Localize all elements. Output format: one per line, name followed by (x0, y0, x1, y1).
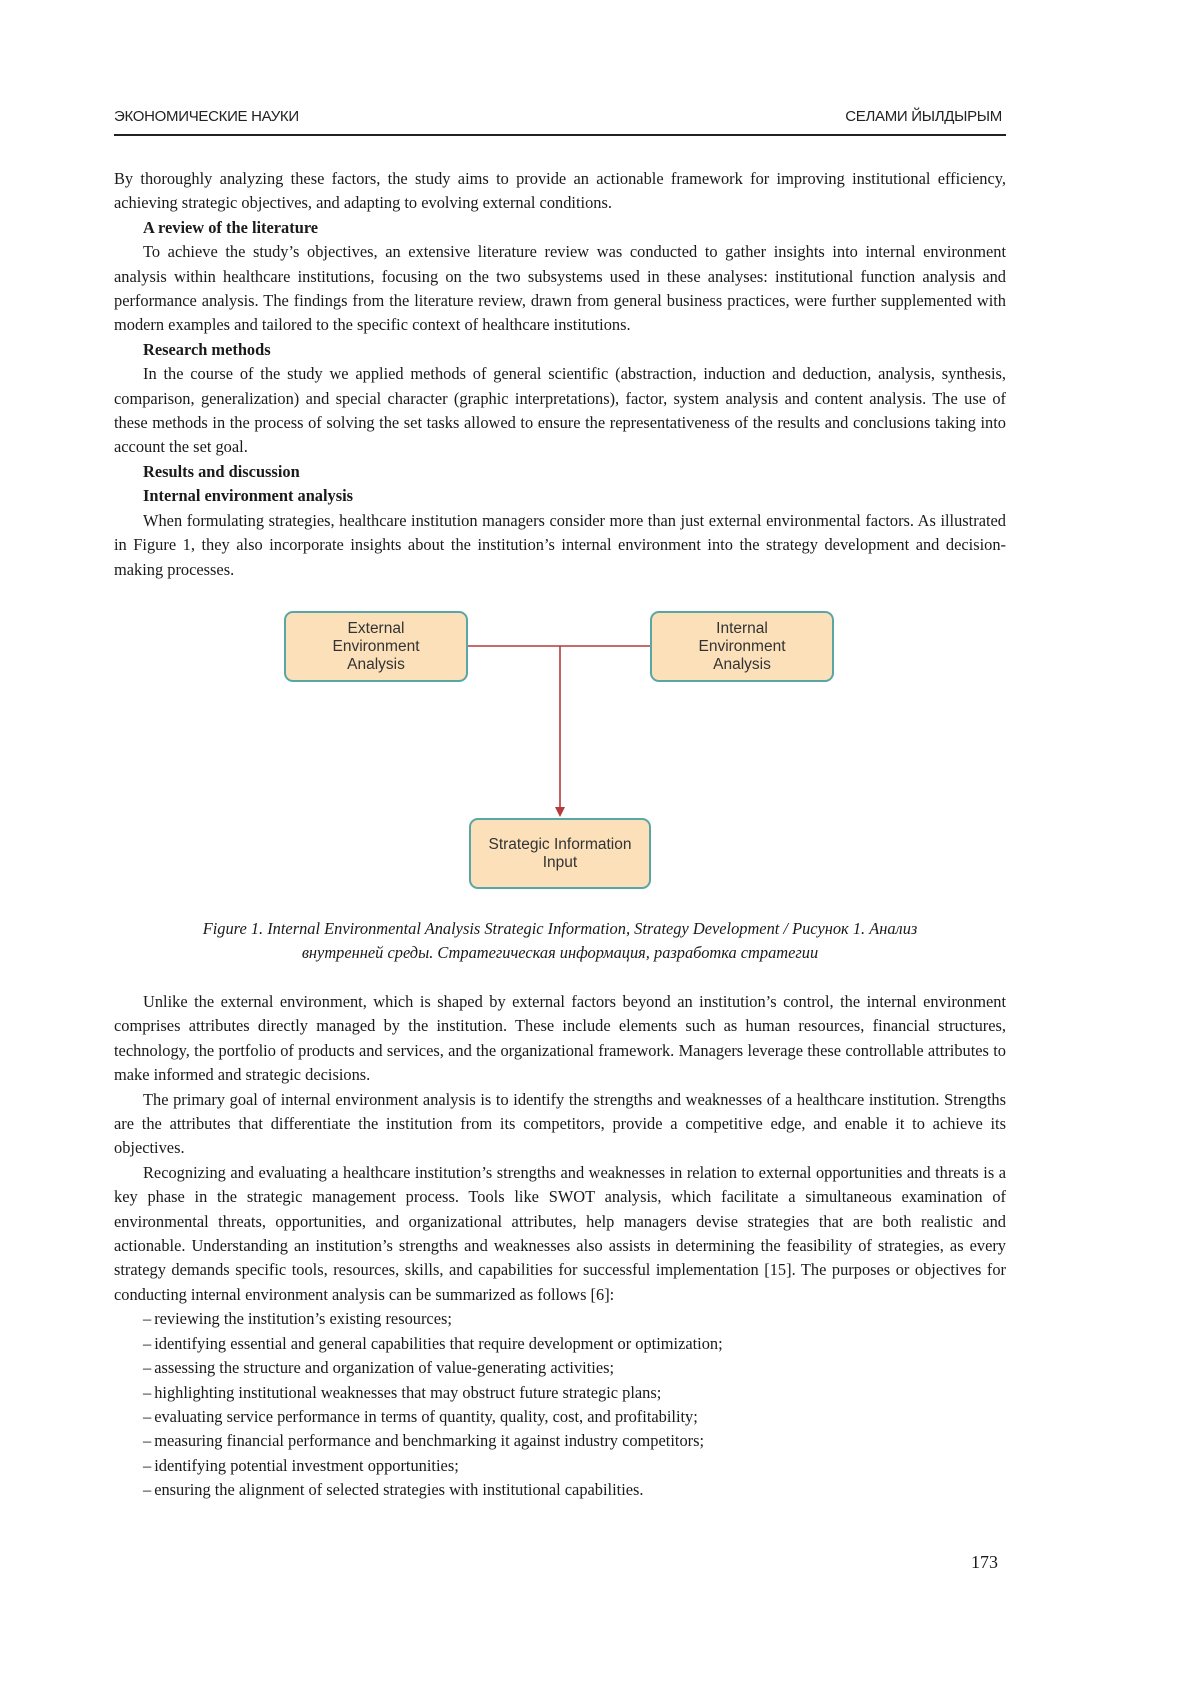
list-item: – assessing the structure and organization of value-generating activities; (143, 1356, 1006, 1380)
box-external-environment-analysis: External Environment Analysis (284, 611, 468, 682)
text-block-bottom (114, 990, 1006, 1503)
running-head (114, 108, 1006, 136)
list-item: – evaluating service performance in terms of quantity, quality, cost, and profitability; (143, 1405, 1006, 1429)
paragraph-body-2: The primary goal of internal environment analysis is to identify the strengths and weaknesses of a healthcare institution. Strengths are the attributes that differentiate the institution from its competitors, provide a competitive edge, and enable it to achieve its objectives. (114, 1089, 1006, 1158)
page-number: 173 (971, 1552, 998, 1572)
intro-paragraph: By thoroughly analyzing these factors, the study aims to provide an actionable framework for improving institutional efficiency, achieving strategic objectives, and adapting to evolving external conditions. (114, 169, 1006, 213)
list-item: – measuring financial performance and benchmarking it against industry competitors; (143, 1429, 1006, 1453)
box-internal-environment-analysis: Internal Environment Analysis (650, 611, 834, 682)
list-item: – highlighting institutional weaknesses that may obstruct future strategic plans; (143, 1381, 1006, 1405)
figure-caption (114, 917, 1006, 965)
paragraph-methods: In the course of the study we applied methods of general scientific (abstraction, induction and deduction, analysis, synthesis, comparison, generalization) and special character (graphic interpretations), factor, system analysis and content analysis. The use of these methods in the process of solving the set tasks allowed to ensure the representativeness of the results and conclusions taking into account the set goal. (114, 364, 1006, 457)
paragraph-body-3: Recognizing and evaluating a healthcare institution’s strengths and weaknesses in relation to external opportunities and threats is a key phase in the strategic management process. Tools like SWOT analysis, which facilitate a simultaneous examination of environmental threats, opportunities, and organizational attributes, help managers devise strategies that are both realistic and actionable. Understanding an institution’s strengths and weaknesses also assists in determining the feasibility of strategies, as every strategy demands specific tools, resources, skills, and capabilities for successful implementation [15]. The purposes or objectives for conducting internal environment analysis can be summarized as follows [6]: (114, 1162, 1006, 1304)
paragraph-body-1: Unlike the external environment, which is shaped by external factors beyond an institution’s control, the internal environment comprises attributes directly managed by the institution. These include elements such as human resources, financial structures, technology, the portfolio of products and services, and the organizational framework. Managers leverage these controllable attributes to make informed and strategic decisions. (114, 992, 1006, 1085)
running-head-journal: ЭКОНОМИЧЕСКИЕ НАУКИ (114, 108, 299, 125)
paragraph-results: When formulating strategies, healthcare institution managers consider more than just external environmental factors. As illustrated in Figure 1, they also incorporate insights about the institution’s internal environment into the strategy development and decision-making processes. (114, 510, 1006, 579)
purposes-list (114, 1307, 1006, 1502)
list-item: – identifying potential investment opportunities; (143, 1454, 1006, 1478)
list-item: – ensuring the alignment of selected strategies with institutional capabilities. (143, 1478, 1006, 1502)
box-strategic-information-input: Strategic Information Input (469, 818, 651, 889)
figure-1-diagram (114, 605, 1006, 905)
figure-caption-line-1: Figure 1. Internal Environmental Analysis Strategic Information, Strategy Development / Рисунок 1. Анализ (202, 919, 918, 938)
subsection-heading-internal: Internal environment analysis (143, 486, 354, 506)
section-heading-literature: A review of the literature (143, 217, 319, 237)
running-head-author: СЕЛАМИ ЙЫЛДЫРЫМ (845, 108, 1002, 125)
section-heading-methods: Research methods (143, 339, 271, 359)
figure-caption-line-2: внутренней среды. Стратегическая информация, разработка стратегии (301, 943, 819, 962)
list-item: – identifying essential and general capabilities that require development or optimization; (143, 1332, 1006, 1356)
list-item: – reviewing the institution’s existing resources; (143, 1307, 1006, 1331)
text-block-top (114, 167, 1006, 582)
section-heading-results: Results and discussion (143, 461, 300, 481)
paragraph-literature: To achieve the study’s objectives, an extensive literature review was conducted to gather insights into internal environment analysis within healthcare institutions, focusing on the two subsystems used in these analyses: institutional function analysis and performance analysis. The findings from the literature review, drawn from general business practices, were further supplemented with modern examples and tailored to the specific context of healthcare institutions. (114, 242, 1006, 335)
